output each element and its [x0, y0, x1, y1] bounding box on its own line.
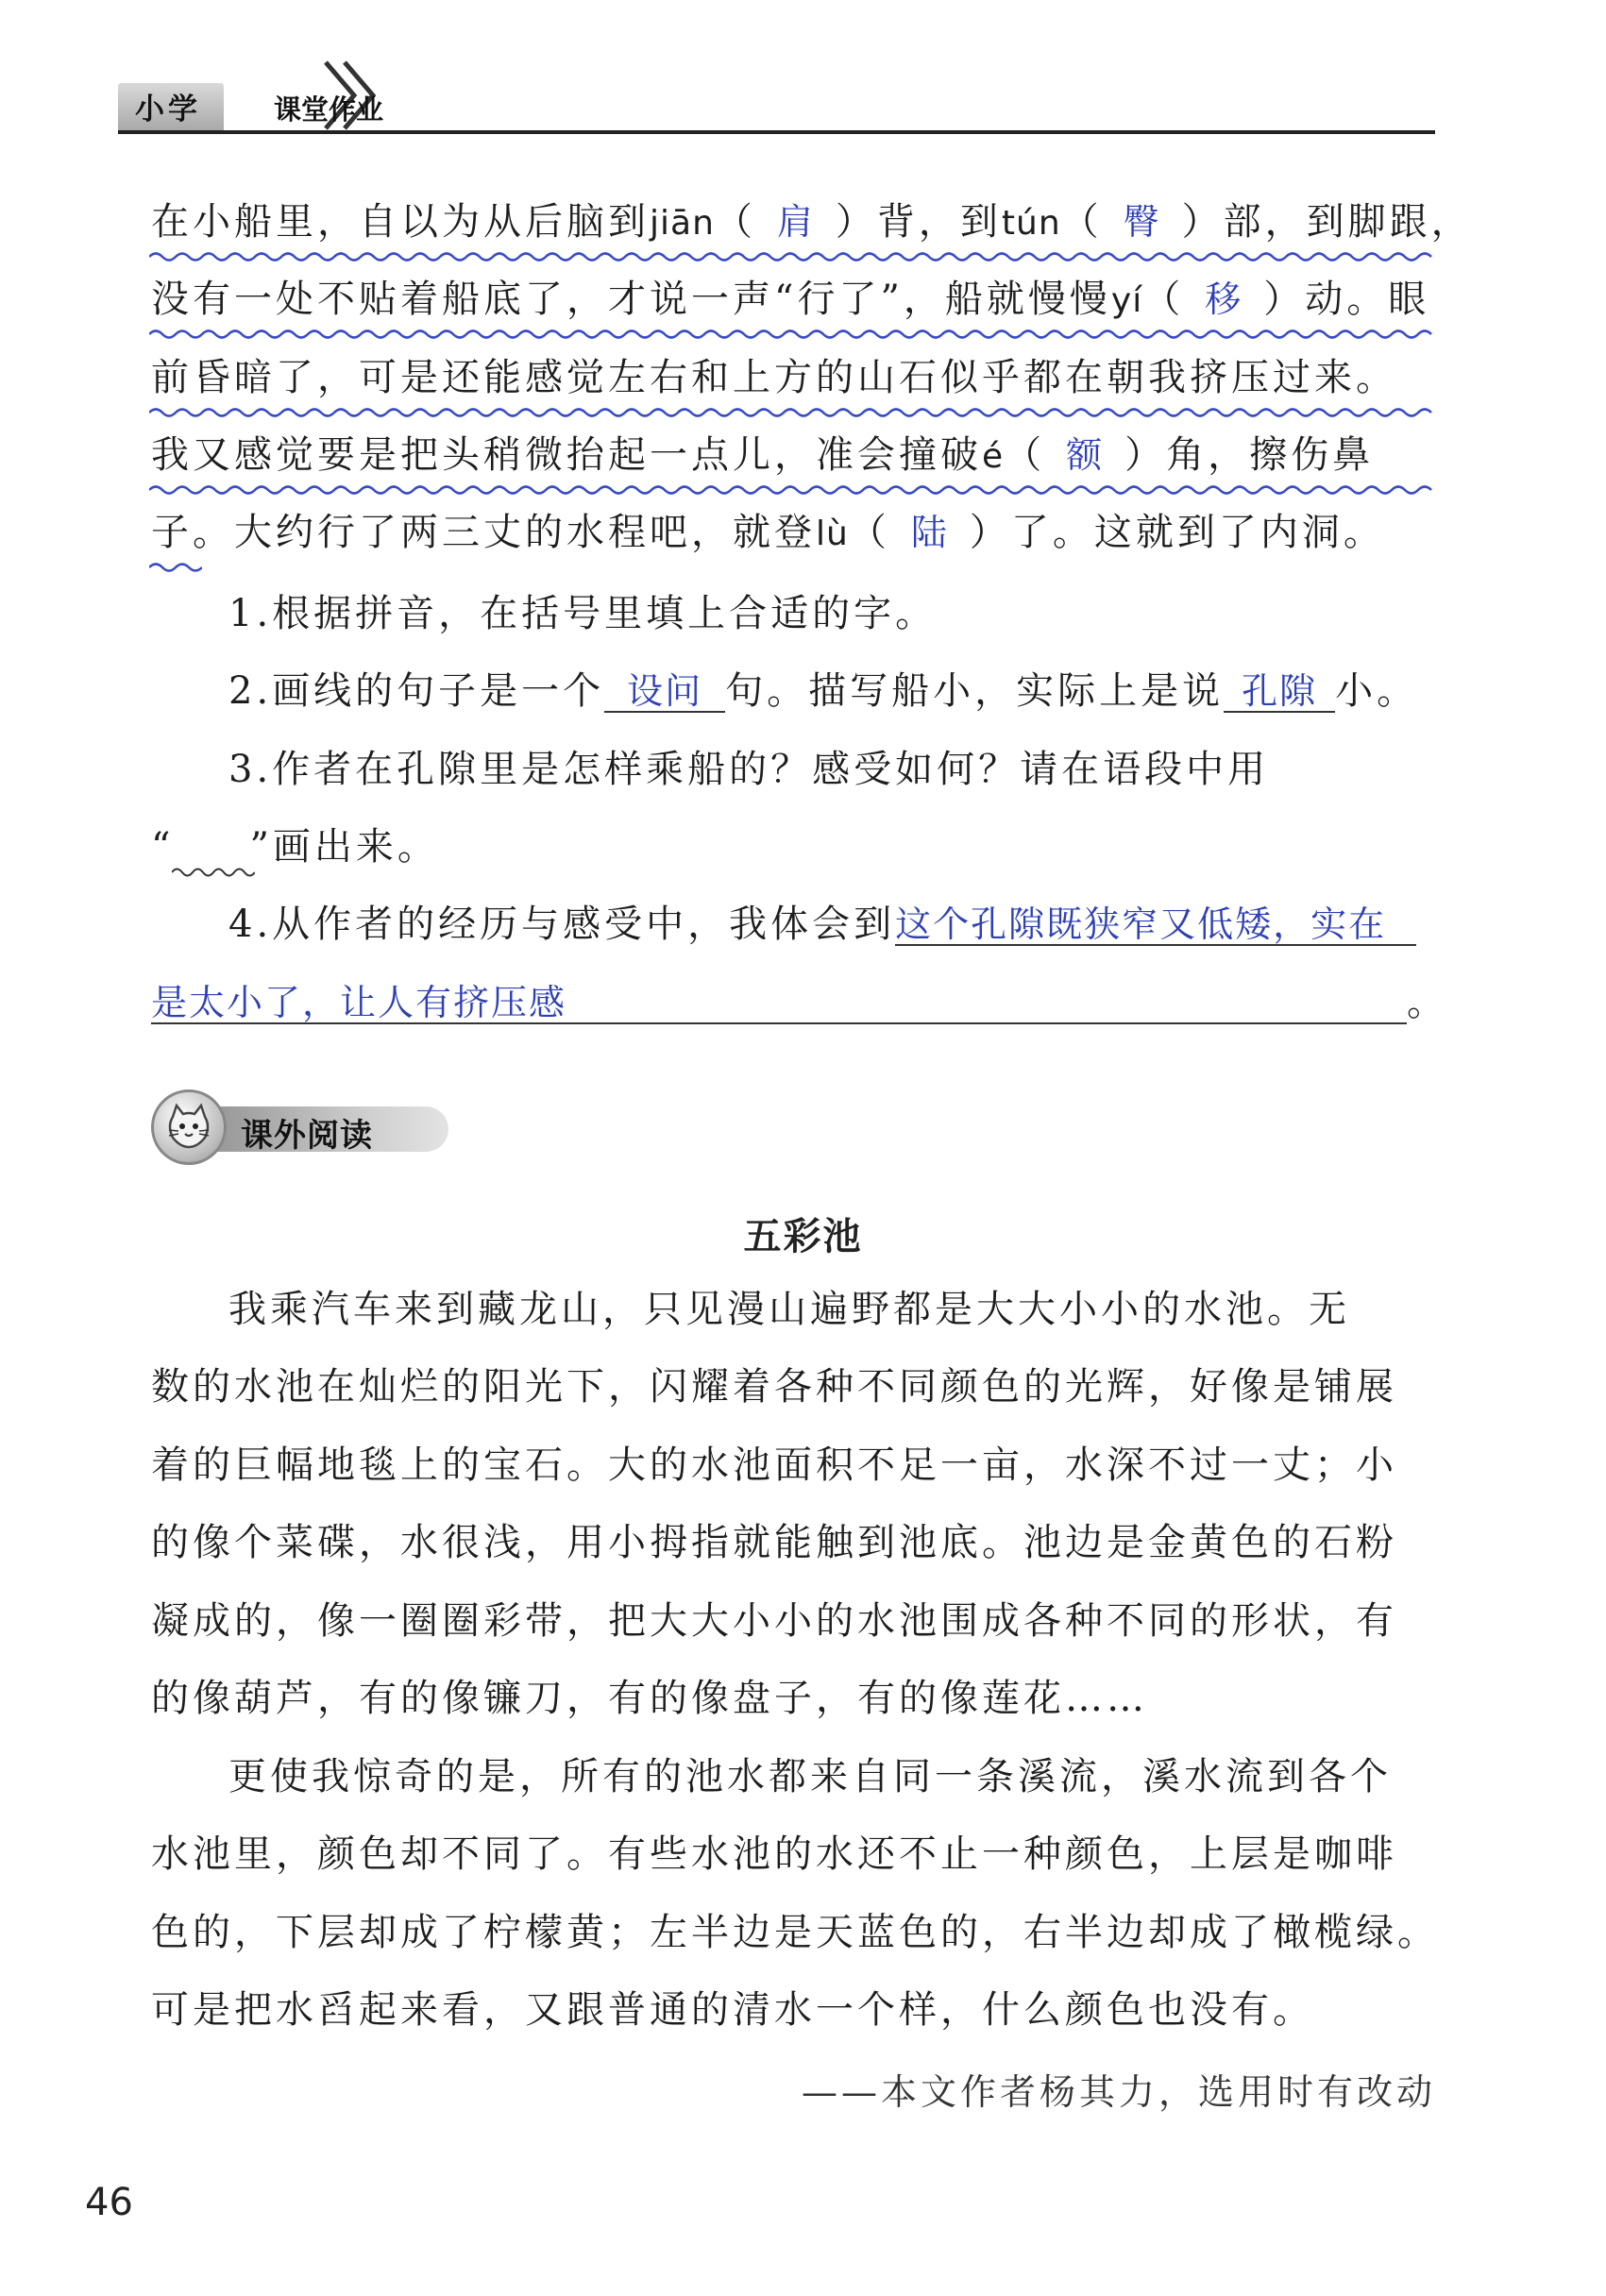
article-line: 着的巨幅地毯上的宝石。大的水池面积不足一亩，水深不过一丈；小 — [151, 1443, 1397, 1487]
section-badge — [151, 1084, 453, 1169]
wavy-underline — [149, 328, 1435, 341]
pinyin: lù — [816, 515, 849, 553]
passage-text: 动。眼 — [1305, 278, 1430, 321]
header-level: 小学 — [135, 93, 201, 127]
header-book-title: 课堂作业 — [274, 93, 384, 126]
answer-blank: 孔隙 — [1224, 673, 1335, 713]
question-3-continued — [151, 817, 1445, 870]
passage-text: 子。大约行了两三丈的水程吧，就登 — [151, 511, 816, 554]
answer-hip: 臀 — [1123, 201, 1161, 243]
article-line: 的像葫芦，有的像镰刀，有的像盘子，有的像莲花…… — [151, 1677, 1148, 1720]
wavy-underline — [149, 483, 1435, 497]
question-text: 小。 — [1335, 669, 1419, 713]
answer-move: 移 — [1205, 279, 1243, 320]
answer-land: 陆 — [910, 512, 949, 553]
question-text: 4.从作者的经历与感受中，我体会到 — [228, 903, 896, 946]
cat-face-icon — [151, 1089, 227, 1165]
passage-line-5: 子。大约行了两三丈的水程吧，就登lù（ 陆 ）了。这就到了内洞。 — [151, 502, 1445, 556]
question-text: 句。描写船小，实际上是说 — [725, 669, 1225, 713]
passage-text: 前昏暗了，可是还能感觉左右和上方的山石似乎都在朝我挤压过来。 — [151, 356, 1397, 399]
question-text: 3.作者在孔隙里是怎样乘船的？感受如何？请在语段中用 — [228, 748, 1270, 791]
article-line: 可是把水舀起来看，又跟普通的清水一个样，什么颜色也没有。 — [151, 1988, 1314, 2032]
article-line: 色的，下层却成了柠檬黄；左半边是天蓝色的，右半边却成了橄榄绿。 — [151, 1911, 1439, 1954]
passage-line-2: 没有一处不贴着船底了，才说一声“行了”，船就慢慢yí（ 移 ）动。眼 — [151, 269, 1445, 323]
article-line: 更使我惊奇的是，所有的池水都来自同一条溪流，溪水流到各个 — [228, 1755, 1392, 1798]
passage-text: 在小船里，自以为从后脑到 — [151, 200, 650, 244]
question-text: 1.根据拼音，在括号里填上合适的字。 — [228, 592, 938, 635]
question-2 — [228, 661, 1446, 715]
article-line: 数的水池在灿烂的阳光下，闪耀着各种不同颜色的光辉，好像是铺展 — [151, 1365, 1397, 1409]
header-rule — [118, 130, 1435, 134]
page-header — [118, 57, 1435, 132]
passage-line-1: 在小船里，自以为从后脑到jiān（ 肩 ）背，到tún（ 臀 ）部，到脚跟， — [151, 192, 1445, 245]
pinyin: é — [982, 437, 1005, 476]
passage-text: 了。这就到了内洞。 — [1010, 511, 1385, 554]
question-text: 。 — [1407, 981, 1448, 1024]
passage-line-3 — [151, 347, 1445, 401]
page-number: 46 — [85, 2181, 133, 2224]
section-title: 课外阅读 — [241, 1117, 373, 1155]
passage-text: 角，擦伤鼻 — [1166, 433, 1375, 477]
question-4-continued — [151, 972, 1448, 1026]
pinyin: jiān — [650, 204, 715, 243]
pinyin: yí — [1110, 281, 1143, 320]
article-line: 的像个菜碟，水很浅，用小拇指就能触到池底。池边是金黄色的石粉 — [151, 1521, 1397, 1564]
wavy-underline — [149, 406, 1435, 419]
article-title: 五彩池 — [743, 1215, 863, 1258]
answer-blank: 这个孔隙既狭窄又低矮，实在 — [895, 906, 1416, 946]
answer-shoulder: 肩 — [776, 201, 815, 243]
pinyin: tún — [1001, 204, 1061, 243]
article-source: ——本文作者杨其力，选用时有改动 — [801, 2071, 1436, 2113]
passage-text: 没有一处不贴着船底了，才说一声“行了”，船就慢慢 — [151, 278, 1111, 321]
passage-text: 背，到 — [876, 200, 1002, 244]
article-line: 我乘汽车来到藏龙山，只见漫山遍野都是大大小小的水池。无 — [228, 1288, 1350, 1331]
wavy-underline — [149, 250, 1435, 263]
question-3 — [228, 739, 1446, 793]
passage-text: 我又感觉要是把头稍微抬起一点儿，准会撞破 — [151, 433, 982, 477]
passage-line-4: 我又感觉要是把头稍微抬起一点儿，准会撞破é（ 额 ）角，擦伤鼻 — [151, 425, 1445, 479]
wavy-sample-mark — [172, 866, 255, 879]
answer-blank: 是太小了，让人有挤压感 — [151, 985, 1407, 1024]
article-line: 凝成的，像一圈圈彩带，把大大小小的水池围成各种不同的形状，有 — [151, 1599, 1397, 1643]
answer-blank: 设问 — [604, 673, 725, 713]
question-text: “ — [151, 825, 175, 869]
question-text: ”画出来。 — [249, 825, 439, 869]
article-line: 水池里，颜色却不同了。有些水池的水还不止一种颜色，上层是咖啡 — [151, 1832, 1397, 1876]
question-1 — [228, 583, 1446, 637]
question-4 — [228, 894, 1446, 948]
answer-forehead: 额 — [1066, 434, 1105, 476]
wavy-underline — [149, 561, 202, 574]
passage-text: 部，到脚跟， — [1223, 200, 1473, 244]
question-text: 2.画线的句子是一个 — [228, 669, 605, 713]
